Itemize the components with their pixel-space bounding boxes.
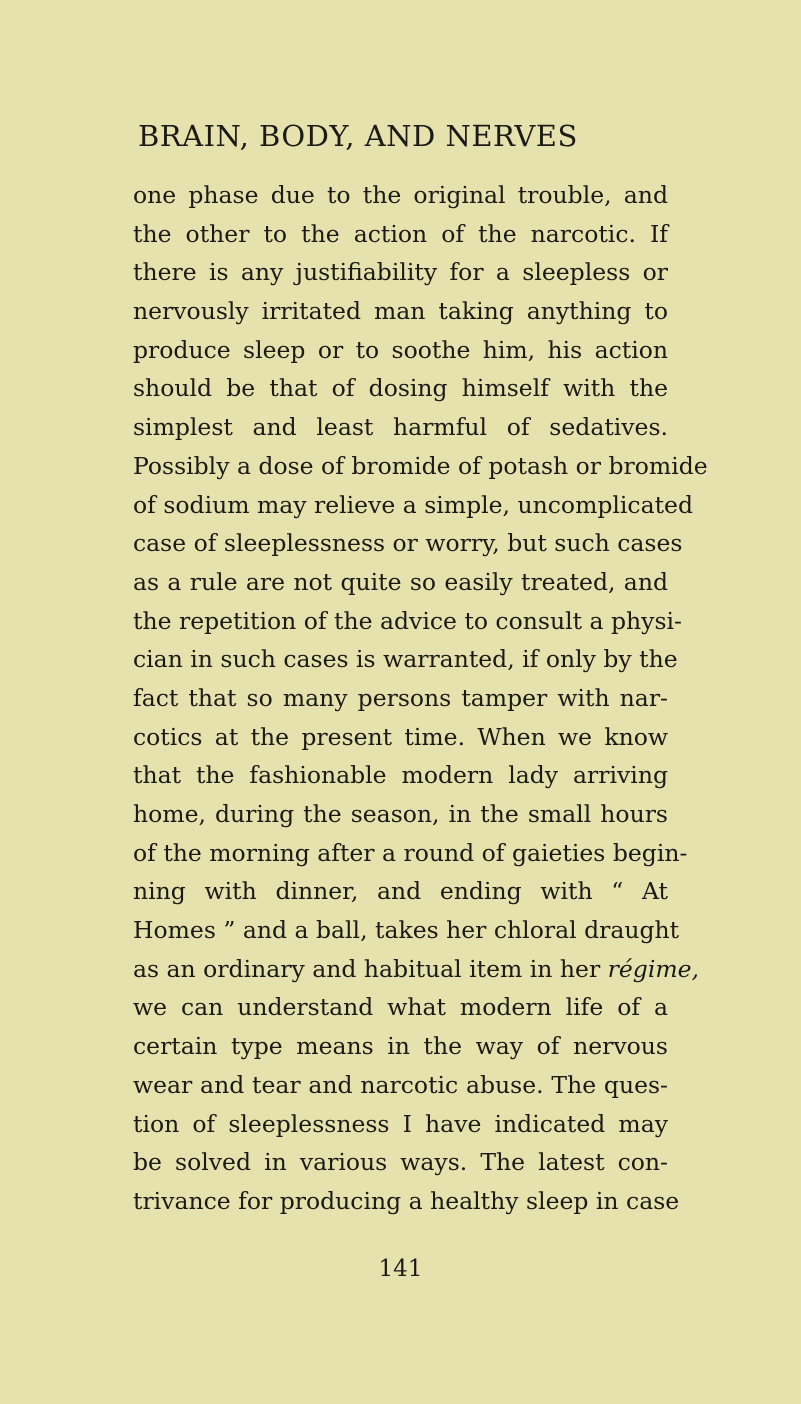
- text-line-9: of sodium may relieve a simple, uncomplicated: [133, 490, 693, 519]
- running-head: BRAIN, BODY, AND NERVES: [138, 119, 578, 153]
- text-line-1: one phase due to the original trouble, and: [133, 181, 668, 209]
- text-line-26: be solved in various ways. The latest con-: [133, 1148, 668, 1177]
- text-line-20: Homes ” and a ball, takes her chloral draught: [133, 916, 680, 945]
- text-line-25: tion of sleeplessness I have indicated may: [133, 1109, 668, 1138]
- text-line-13: cian in such cases is warranted, if only by the: [133, 645, 678, 674]
- text-line-11: as a rule are not quite so easily treated, and: [133, 567, 668, 596]
- text-line-7: simplest and least harmful of sedatives.: [133, 413, 668, 442]
- text-line-8: Possibly a dose of bromide of potash or bromide: [133, 451, 708, 480]
- text-line-24: wear and tear and narcotic abuse. The ques-: [133, 1070, 668, 1099]
- text-line-21-roman: as an ordinary and habitual item in her: [133, 954, 608, 983]
- body-text: [133, 176, 708, 1221]
- text-line-17: home, during the season, in the small hours: [133, 800, 668, 828]
- text-line-19: ning with dinner, and ending with “ At: [133, 877, 668, 906]
- text-line-6: should be that of dosing himself with the: [133, 374, 668, 403]
- text-line-5: produce sleep or to soothe him, his action: [133, 335, 668, 364]
- text-line-18: of the morning after a round of gaieties begin-: [133, 838, 688, 867]
- text-line-14: fact that so many persons tamper with nar-: [133, 683, 668, 712]
- text-line-10: case of sleeplessness or worry, but such cases: [133, 529, 683, 558]
- text-line-22: we can understand what modern life of a: [133, 993, 668, 1022]
- text-line-3: there is any justifiability for a sleepless or: [133, 258, 668, 287]
- text-line-16: that the fashionable modern lady arriving: [133, 761, 668, 790]
- text-line-15: cotics at the present time. When we know: [133, 722, 668, 751]
- text-line-4: nervously irritated man taking anything to: [133, 297, 668, 326]
- text-line-27: trivance for producing a healthy sleep in case: [133, 1186, 680, 1215]
- italic-regime: régime,: [607, 954, 700, 983]
- text-line-21: [133, 950, 700, 989]
- text-line-2: the other to the action of the narcotic. If: [133, 219, 668, 248]
- text-line-23: certain type means in the way of nervous: [133, 1032, 668, 1061]
- page-number: 141: [378, 1256, 423, 1282]
- text-line-12: the repetition of the advice to consult a physi-: [133, 606, 682, 635]
